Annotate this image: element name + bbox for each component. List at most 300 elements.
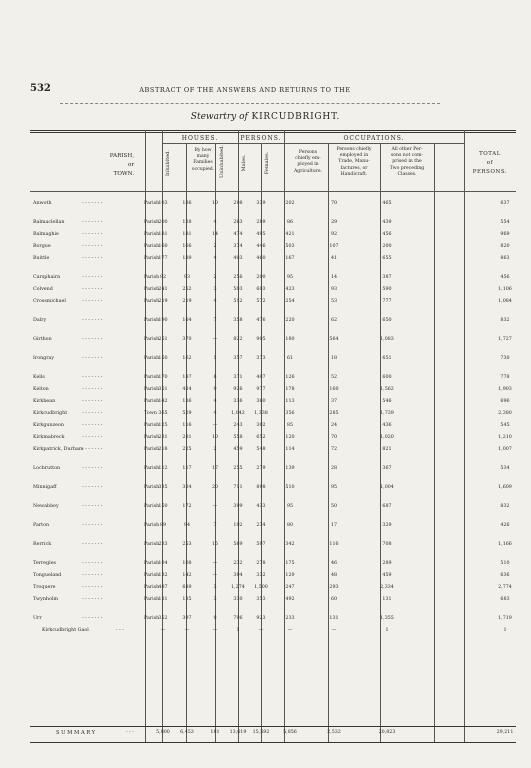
trade-cell: 116 xyxy=(329,542,339,547)
uninhabited-cell: 3 xyxy=(213,585,217,590)
table-row xyxy=(30,299,516,309)
parish-name: Borgue xyxy=(33,244,51,249)
uninhabited-cell: — xyxy=(212,504,218,509)
parish-header-line1: PARISH, xyxy=(109,153,134,159)
table-row xyxy=(30,411,516,421)
uninhabited-cell: 4 xyxy=(213,256,217,261)
parish-name: Buittle xyxy=(33,256,50,261)
summary-agriculture: 5,856 xyxy=(283,730,297,735)
females-cell: 332 xyxy=(256,573,266,578)
other-header xyxy=(381,147,433,178)
inhabited-cell: 231 xyxy=(158,435,168,440)
parish-name: Terregles xyxy=(33,561,56,566)
females-cell: 460 xyxy=(256,256,266,261)
summary-uninhabited: 181 xyxy=(210,730,220,735)
trade-cell: 46 xyxy=(330,561,338,566)
inhabited-cell: 131 xyxy=(158,597,168,602)
trade-cell: 285 xyxy=(329,411,339,416)
families-cell: 370 xyxy=(182,337,192,342)
other-cell: 436 xyxy=(382,423,392,428)
parish-type: Parish xyxy=(144,435,160,440)
table-row xyxy=(30,244,516,254)
parish-type: Parish xyxy=(144,466,160,471)
families-cell: 136 xyxy=(182,201,192,206)
total-cell: 1,727 xyxy=(498,337,512,342)
parish-name: Irongray xyxy=(33,356,55,361)
dot-leader: - - - - - - - xyxy=(82,523,103,528)
agriculture-cell: 423 xyxy=(285,287,295,292)
table-row xyxy=(30,423,516,433)
uninhabited-cell: 7 xyxy=(213,318,217,323)
inhabited-cell: 218 xyxy=(158,447,168,452)
agriculture-cell: 342 xyxy=(285,542,295,547)
parish-type: Parish xyxy=(144,561,160,566)
trade-cell: 52 xyxy=(330,375,338,380)
families-cell: 219 xyxy=(182,299,192,304)
males-cell: 512 xyxy=(233,299,243,304)
females-cell: 898 xyxy=(256,485,266,490)
families-header-line1: By how xyxy=(194,148,212,153)
title-name: KIRCUDBRIGHT. xyxy=(251,112,341,122)
females-cell: 200 xyxy=(256,275,266,280)
trade-cell: 70 xyxy=(330,435,338,440)
agriculture-cell: 356 xyxy=(285,411,295,416)
males-cell: 459 xyxy=(233,447,243,452)
uninhabited-cell: 4 xyxy=(213,411,217,416)
families-header-line4: occupied. xyxy=(191,166,215,172)
families-cell: 529 xyxy=(182,411,192,416)
females-header: Females. xyxy=(264,151,270,175)
dot-leader: - - - - - - - xyxy=(82,616,103,621)
females-cell: 360 xyxy=(256,399,266,404)
females-cell: 433 xyxy=(256,504,266,509)
uninhabited-cell: 15 xyxy=(211,542,219,547)
other-cell: 459 xyxy=(382,573,392,578)
families-cell: 116 xyxy=(182,423,192,428)
uninhabited-cell: — xyxy=(212,561,218,566)
females-cell: 977 xyxy=(256,387,266,392)
group-header-rule xyxy=(162,143,464,144)
families-cell: 172 xyxy=(182,504,192,509)
inhabited-cell: 352 xyxy=(158,616,168,621)
parish-type: Parish xyxy=(144,542,160,547)
parish-header-line2: or xyxy=(127,162,134,168)
agriculture-cell: 233 xyxy=(285,616,295,621)
parish-name: Girthon xyxy=(33,337,52,342)
parish-header-line3: TOWN. xyxy=(113,171,134,177)
parish-name: Kirkcudbright Gaol xyxy=(42,628,89,633)
summary-total: 29,211 xyxy=(496,730,514,735)
other-cell: 465 xyxy=(382,201,392,206)
trade-cell: 60 xyxy=(330,597,338,602)
other-cell: 1,004 xyxy=(380,485,394,490)
males-cell: 255 xyxy=(233,466,243,471)
table-row xyxy=(30,201,516,211)
summary-label: SUMMARY xyxy=(56,730,97,736)
table-row xyxy=(30,387,516,397)
dot-leader: - - - - - - - xyxy=(82,337,103,342)
other-cell: 1,020 xyxy=(380,435,394,440)
total-cell: 1,106 xyxy=(498,287,512,292)
females-cell: 548 xyxy=(256,447,266,452)
inhabited-cell: 487 xyxy=(158,585,168,590)
parish-name: Minnigaff xyxy=(33,485,57,490)
uninhabited-header: Uninhabited. xyxy=(219,144,225,178)
dot-leader: - - - - - - - xyxy=(82,411,103,416)
parish-type: Parish xyxy=(144,485,160,490)
inhabited-cell: 365 xyxy=(158,411,168,416)
trade-cell: 131 xyxy=(329,616,339,621)
parish-name: Kells xyxy=(33,375,45,380)
males-cell: 263 xyxy=(233,220,243,225)
females-cell: 1,338 xyxy=(254,411,268,416)
total-cell: 778 xyxy=(500,375,510,380)
summary-males: 13,619 xyxy=(229,730,247,735)
dot-leader: - - - - - - - xyxy=(82,573,103,578)
uninhabited-cell: 8 xyxy=(213,375,217,380)
parish-type: Town xyxy=(144,411,157,416)
agriculture-cell: 126 xyxy=(285,375,295,380)
males-cell: 569 xyxy=(233,542,243,547)
females-cell: — xyxy=(258,628,264,633)
males-cell: 822 xyxy=(233,337,243,342)
agriculture-cell: — xyxy=(287,628,293,633)
females-cell: 446 xyxy=(256,244,266,249)
dot-leader: - - - - - - - xyxy=(82,232,103,237)
trade-header xyxy=(329,147,379,178)
uninhabited-cell: 9 xyxy=(213,616,217,621)
other-cell: 387 xyxy=(382,275,392,280)
total-cell: 637 xyxy=(500,201,510,206)
trade-cell: 53 xyxy=(330,299,338,304)
inhabited-cell: 200 xyxy=(158,220,168,225)
other-cell: 590 xyxy=(382,287,392,292)
dot-leader: - - - - - - - xyxy=(82,387,103,392)
trade-header-line1: Persons chiefly xyxy=(336,147,372,152)
families-cell: — xyxy=(184,628,190,633)
parish-type: Parish xyxy=(144,585,160,590)
other-cell: 821 xyxy=(382,447,392,452)
other-header-line1: All other Per- xyxy=(391,147,423,152)
parish-name: Dalry xyxy=(33,318,47,323)
families-cell: 94 xyxy=(183,523,191,528)
summary-leader: - - - xyxy=(126,730,134,735)
agric-header-line2: chiefly em- xyxy=(295,156,321,162)
parish-name: Kirkbean xyxy=(33,399,56,404)
uninhabited-cell: 1 xyxy=(213,356,217,361)
other-cell: 456 xyxy=(382,232,392,237)
other-cell: 600 xyxy=(382,375,392,380)
table-top-rule xyxy=(30,130,516,131)
persons-group-header: PERSONS. xyxy=(240,135,282,142)
inhabited-cell: 219 xyxy=(158,299,168,304)
inhabited-cell: 150 xyxy=(158,504,168,509)
agriculture-cell: 202 xyxy=(285,201,295,206)
agric-header-line1: Persons xyxy=(298,150,318,155)
uninhabited-cell: 4 xyxy=(213,299,217,304)
uninhabited-cell: 4 xyxy=(213,220,217,225)
total-cell: 820 xyxy=(500,244,510,249)
other-cell: 655 xyxy=(382,256,392,261)
total-cell: 554 xyxy=(500,220,510,225)
other-header-line5: Classes. xyxy=(397,171,417,177)
inhabited-cell: 241 xyxy=(158,287,168,292)
males-cell: 558 xyxy=(233,435,243,440)
uninhabited-cell: 7 xyxy=(213,523,217,528)
females-cell: 407 xyxy=(256,375,266,380)
agriculture-cell: 129 xyxy=(285,573,295,578)
parish-type: Parish xyxy=(144,232,160,237)
table-row xyxy=(30,232,516,242)
inhabited-cell: 112 xyxy=(158,466,168,471)
inhabited-cell: 251 xyxy=(158,337,168,342)
dot-leader: - - - - - - - xyxy=(82,220,103,225)
total-cell: 863 xyxy=(500,256,510,261)
trade-cell: 17 xyxy=(330,523,338,528)
parish-name: Kelton xyxy=(33,387,49,392)
other-cell: 708 xyxy=(382,542,392,547)
inhabited-cell: 125 xyxy=(158,423,168,428)
inhabited-cell: 89 xyxy=(159,523,167,528)
table-row xyxy=(30,435,516,445)
summary-rule-top xyxy=(30,726,516,727)
trade-cell: 70 xyxy=(330,201,338,206)
summary-females: 15,592 xyxy=(252,730,270,735)
parish-name: Kirkcudbright xyxy=(33,411,68,416)
total-cell: 969 xyxy=(500,232,510,237)
trade-cell: 28 xyxy=(330,466,338,471)
females-cell: 289 xyxy=(256,220,266,225)
females-cell: 603 xyxy=(256,287,266,292)
females-cell: 476 xyxy=(256,318,266,323)
agriculture-cell: 120 xyxy=(285,435,295,440)
families-cell: 93 xyxy=(183,275,191,280)
inhabited-cell: 142 xyxy=(158,399,168,404)
uninhabited-cell: — xyxy=(212,628,218,633)
parish-type: Parish xyxy=(144,287,160,292)
parish-name: Lochrutton xyxy=(33,466,61,471)
parish-name: Urr xyxy=(33,616,42,621)
table-row xyxy=(30,523,516,533)
males-cell: 298 xyxy=(233,201,243,206)
males-cell: 371 xyxy=(233,375,243,380)
other-cell: 439 xyxy=(382,220,392,225)
table-top-rule-2 xyxy=(30,132,516,133)
families-header-line3: Families xyxy=(193,160,213,166)
uninhabited-cell: 17 xyxy=(211,466,219,471)
table-row xyxy=(30,447,516,457)
other-cell: 687 xyxy=(382,504,392,509)
males-cell: 374 xyxy=(233,244,243,249)
total-cell: 696 xyxy=(500,399,510,404)
header-bottom-rule xyxy=(30,191,516,192)
families-cell: 166 xyxy=(182,244,192,249)
table-row xyxy=(30,616,516,626)
other-cell: 650 xyxy=(382,318,392,323)
males-cell: 336 xyxy=(233,399,243,404)
trade-header-line2: employed in xyxy=(339,153,369,159)
parish-name: Parton xyxy=(33,523,50,528)
uninhabited-cell: — xyxy=(212,337,218,342)
agric-header-line4: Agriculture. xyxy=(293,168,323,174)
dot-leader: - - - - - - - xyxy=(82,435,103,440)
other-cell: 1,355 xyxy=(380,616,394,621)
parish-name: Twynholm xyxy=(33,597,58,602)
parish-type: Parish xyxy=(144,375,160,380)
families-cell: 135 xyxy=(182,597,192,602)
males-cell: 358 xyxy=(233,318,243,323)
families-cell: 281 xyxy=(182,435,192,440)
inhabited-cell: 132 xyxy=(158,573,168,578)
other-cell: 1,083 xyxy=(380,337,394,342)
trade-cell: 107 xyxy=(329,244,339,249)
agriculture-cell: 113 xyxy=(285,399,295,404)
females-cell: 353 xyxy=(256,597,266,602)
families-cell: 128 xyxy=(182,220,192,225)
agriculture-cell: 247 xyxy=(285,585,295,590)
males-cell: 403 xyxy=(233,256,243,261)
other-cell: 329 xyxy=(382,523,392,528)
table-row xyxy=(30,220,516,230)
uninhabited-cell: 2 xyxy=(213,447,217,452)
females-cell: 652 xyxy=(256,435,266,440)
total-cell: 683 xyxy=(500,597,510,602)
total-cell: 832 xyxy=(500,318,510,323)
families-cell: 225 xyxy=(182,447,192,452)
dot-leader: - - - - - - - xyxy=(82,356,103,361)
inhabited-cell: 104 xyxy=(158,561,168,566)
summary-families: 6,453 xyxy=(180,730,194,735)
trade-cell: 14 xyxy=(330,275,338,280)
parish-name: Tongueland xyxy=(33,573,62,578)
inhabited-cell: 92 xyxy=(159,275,167,280)
males-cell: 796 xyxy=(233,616,243,621)
agriculture-cell: 85 xyxy=(286,423,294,428)
parish-type: Parish xyxy=(144,318,160,323)
families-cell: 142 xyxy=(182,573,192,578)
parish-name: Balmaghie xyxy=(33,232,59,237)
total-header-line3: PERSONS. xyxy=(472,169,508,175)
agriculture-cell: 503 xyxy=(285,244,295,249)
dot-leader: - - - - - - - xyxy=(82,597,103,602)
inhabited-cell: 351 xyxy=(158,387,168,392)
parish-type: Parish xyxy=(144,201,160,206)
families-cell: 136 xyxy=(182,399,192,404)
inhabited-cell: 160 xyxy=(158,244,168,249)
table-row xyxy=(30,542,516,552)
inhabited-cell: 181 xyxy=(158,232,168,237)
families-cell: 689 xyxy=(182,585,192,590)
dot-leader: - - - - - - - xyxy=(82,299,103,304)
total-cell: 1,609 xyxy=(498,485,512,490)
parish-type: Parish xyxy=(144,256,160,261)
parish-type: Parish xyxy=(144,504,160,509)
parish-type: Parish xyxy=(144,523,160,528)
other-header-line3: prised in the xyxy=(392,159,422,165)
parish-name: Kirkmabreck xyxy=(33,435,65,440)
table-row xyxy=(30,275,516,285)
agriculture-header xyxy=(289,150,327,175)
trade-cell: 24 xyxy=(330,423,338,428)
inhabited-cell: 233 xyxy=(158,542,168,547)
agriculture-cell: 86 xyxy=(286,220,294,225)
running-head: ABSTRACT OF THE ANSWERS AND RETURNS TO THE xyxy=(139,86,351,94)
table-row xyxy=(30,504,516,514)
total-header-line1: TOTAL xyxy=(479,151,501,157)
trade-cell: 62 xyxy=(330,318,338,323)
table-row xyxy=(30,585,516,595)
agriculture-cell: 220 xyxy=(285,318,295,323)
table-row xyxy=(30,561,516,571)
dashed-rule xyxy=(60,103,440,104)
families-cell: 108 xyxy=(182,561,192,566)
males-cell: 192 xyxy=(233,523,243,528)
trade-cell: 41 xyxy=(330,256,338,261)
uninhabited-cell: 20 xyxy=(211,485,219,490)
dot-leader: - - - - - - - xyxy=(82,447,103,452)
county-title xyxy=(0,112,531,122)
other-cell: 651 xyxy=(382,356,392,361)
parish-name: Anwoth xyxy=(33,201,52,206)
total-cell: 832 xyxy=(500,504,510,509)
families-cell: 253 xyxy=(182,542,192,547)
parish-type: Parish xyxy=(144,299,160,304)
parish-name: Crossmichael xyxy=(33,299,66,304)
parish-name: Carsphairn xyxy=(33,275,61,280)
total-cell: 456 xyxy=(500,275,510,280)
table-row xyxy=(30,573,516,583)
uninhabited-cell: 14 xyxy=(211,232,219,237)
inhabited-cell: — xyxy=(160,628,166,633)
families-cell: 424 xyxy=(182,387,192,392)
trade-cell: 92 xyxy=(330,232,338,237)
other-cell: 289 xyxy=(382,561,392,566)
table-row xyxy=(30,356,516,366)
parish-name: Balmaclellan xyxy=(33,220,65,225)
parish-name: Colvend xyxy=(33,287,53,292)
summary-trade: 2,532 xyxy=(327,730,341,735)
males-cell: 711 xyxy=(233,485,243,490)
uninhabited-cell: — xyxy=(212,573,218,578)
uninhabited-cell: 2 xyxy=(213,275,217,280)
males-header: Males. xyxy=(241,154,247,172)
total-header-line2: of xyxy=(486,160,494,166)
total-cell: 426 xyxy=(500,523,510,528)
trade-cell: 160 xyxy=(329,387,339,392)
inhabited-cell: 177 xyxy=(158,256,168,261)
table-row xyxy=(30,597,516,607)
agriculture-cell: 180 xyxy=(285,337,295,342)
parish-type: Parish xyxy=(144,387,160,392)
total-cell: 2,774 xyxy=(498,585,512,590)
families-cell: 117 xyxy=(182,466,192,471)
males-cell: 256 xyxy=(233,275,243,280)
uninhabited-cell: 9 xyxy=(213,387,217,392)
other-cell: 777 xyxy=(382,299,392,304)
dot-leader: - - - xyxy=(116,628,124,633)
dot-leader: - - - - - - - xyxy=(82,318,103,323)
title-prefix: Stewartry of xyxy=(190,112,248,122)
families-cell: 187 xyxy=(182,375,192,380)
parish-name: Troquere xyxy=(33,585,56,590)
trade-cell: 37 xyxy=(330,399,338,404)
other-cell: 1,562 xyxy=(380,387,394,392)
total-cell: 2,380 xyxy=(498,411,512,416)
houses-group-header: HOUSES. xyxy=(181,135,219,142)
trade-cell: 293 xyxy=(329,585,339,590)
females-cell: 234 xyxy=(256,523,266,528)
families-cell: 334 xyxy=(182,485,192,490)
